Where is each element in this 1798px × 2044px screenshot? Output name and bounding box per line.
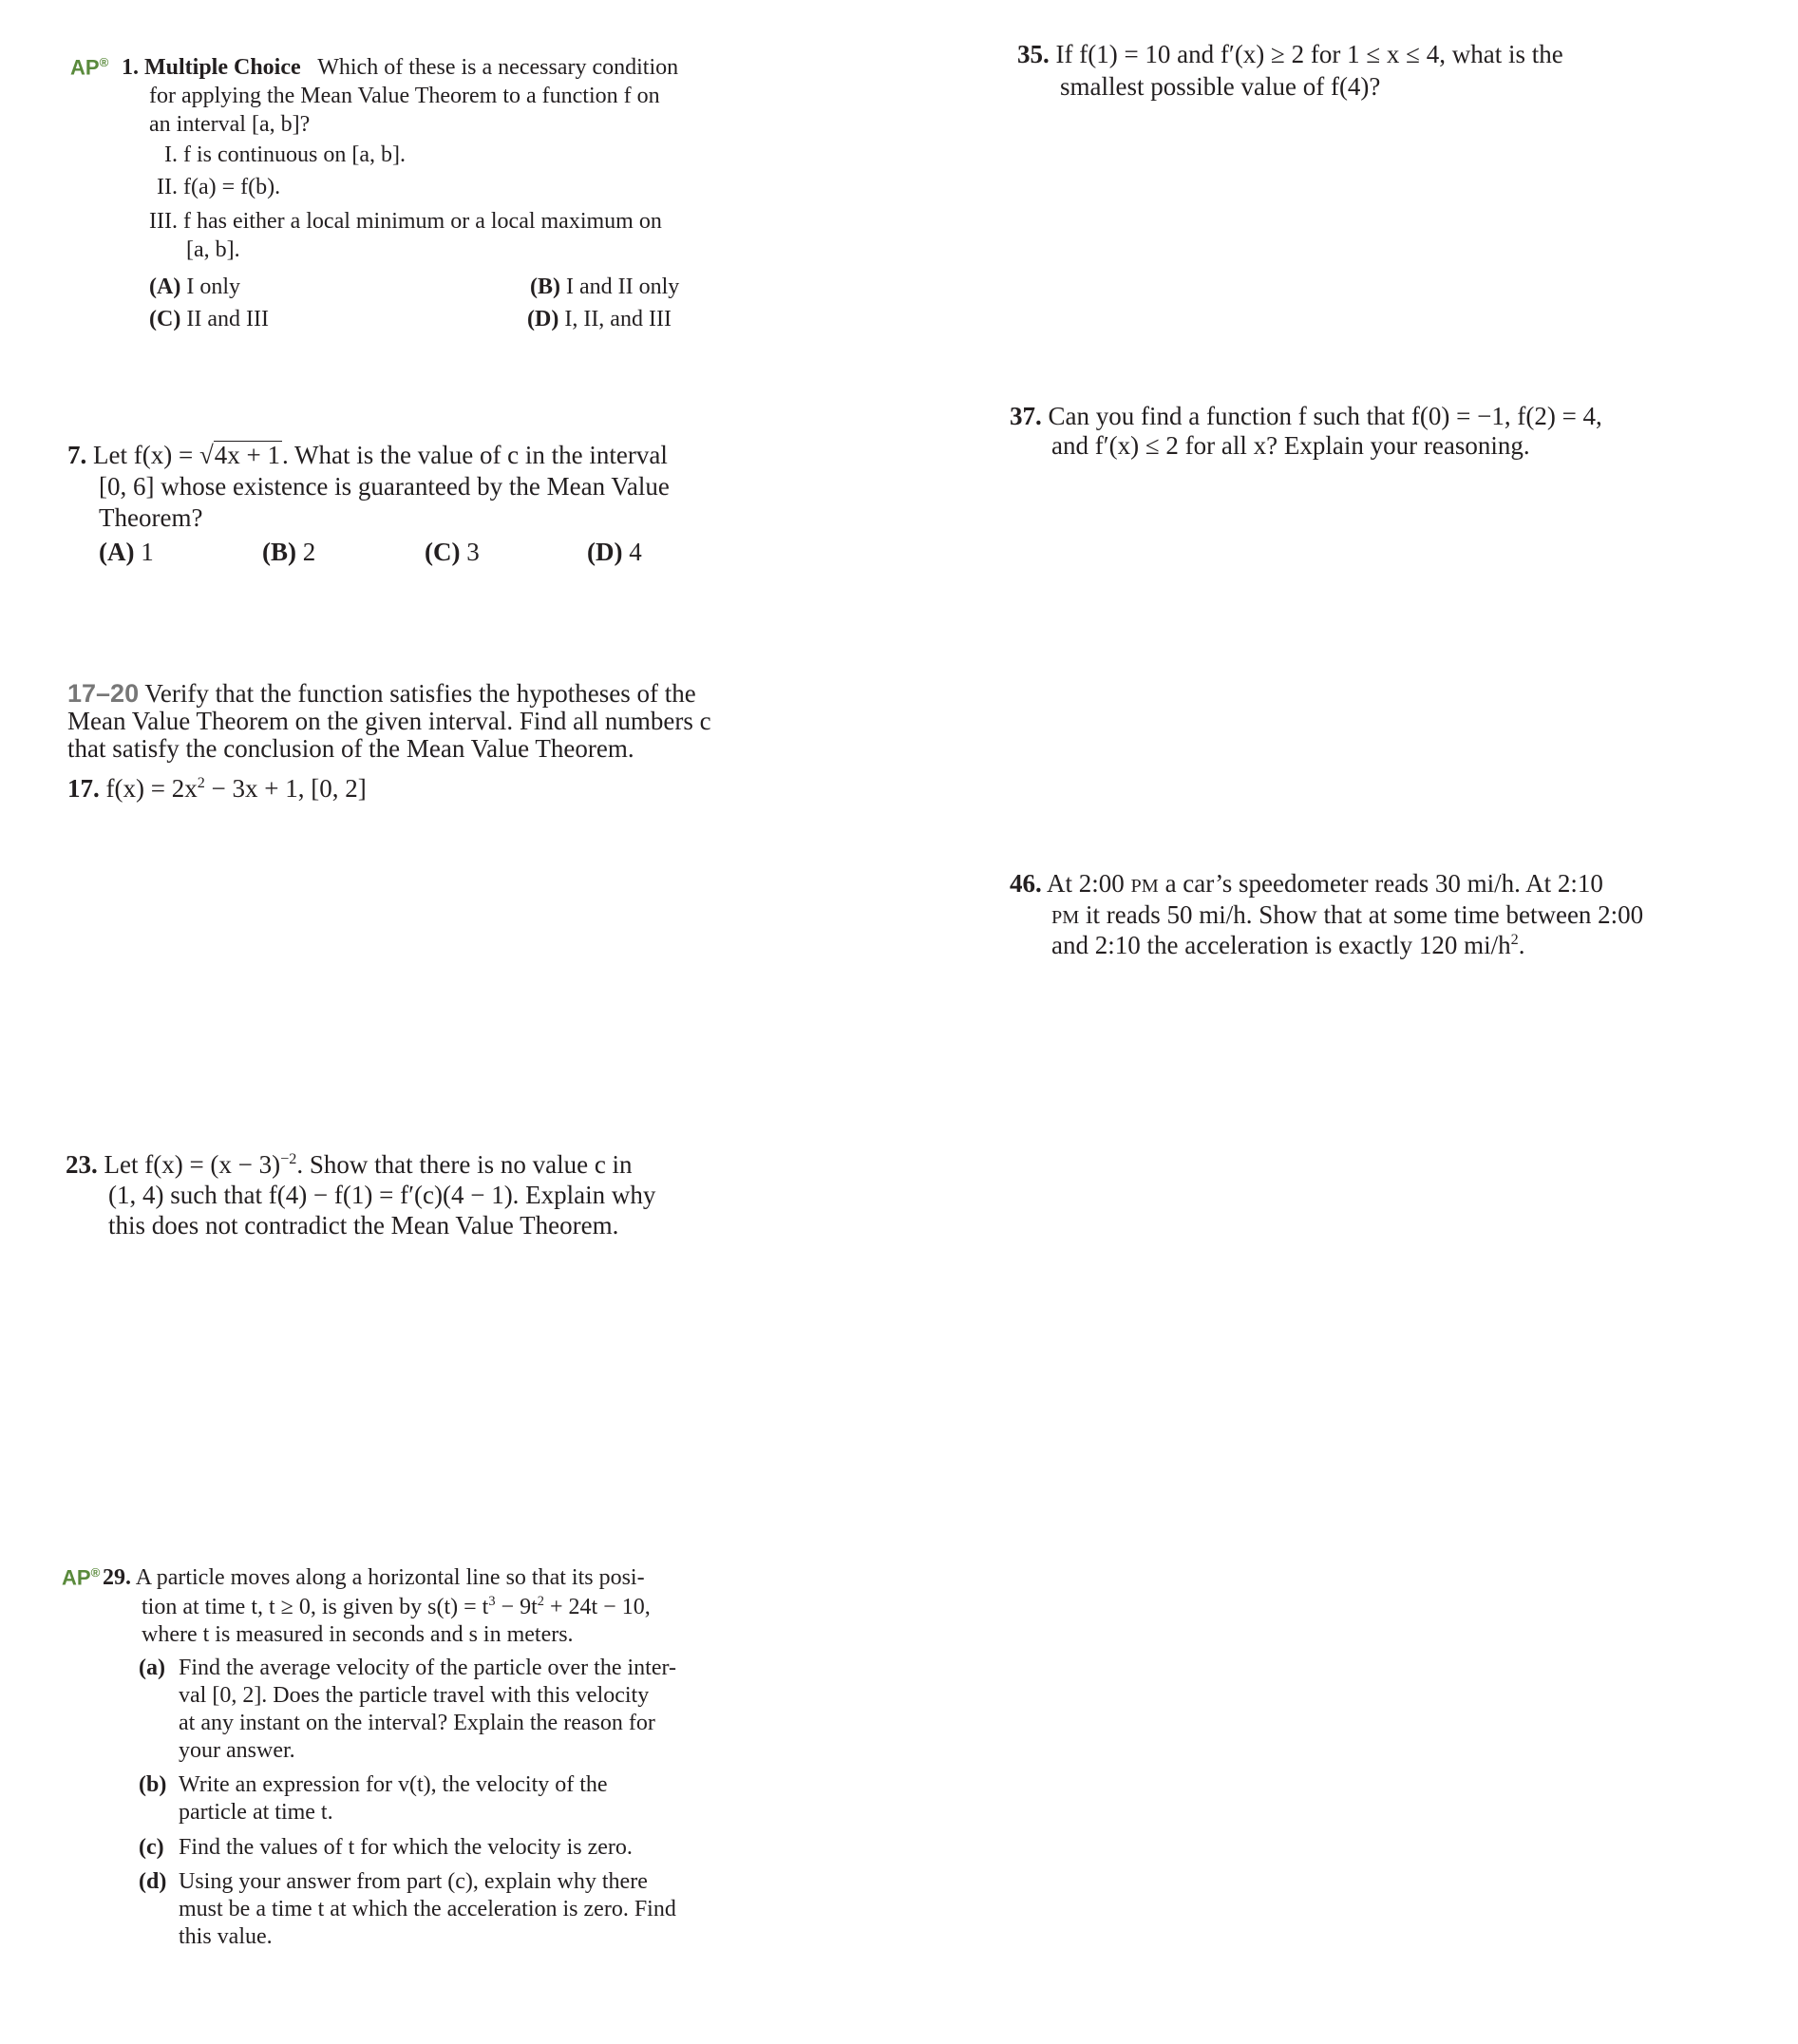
condition-ii: II. f(a) = f(b). xyxy=(157,175,281,199)
question-1-stem-line-2: for applying the Mean Value Theorem to a function f on xyxy=(149,84,660,108)
question-29-line-1: 29. A particle moves along a horizontal line so that its posi- xyxy=(103,1565,645,1590)
question-23-line-2: (1, 4) such that f(4) − f(1) = f′(c)(4 − 1). Explain why xyxy=(108,1181,656,1209)
question-37-line-2: and f′(x) ≤ 2 for all x? Explain your reasoning. xyxy=(1051,431,1530,460)
section-instructions-line-3: that satisfy the conclusion of the Mean Value Theorem. xyxy=(67,734,634,763)
question-17: 17. $f(x) = 2x^2 - 3x + 1$, [0, 2] xyxy=(67,774,367,803)
section-instructions-line-1: 17–20 Verify that the function satisfies the hypotheses of the xyxy=(67,679,696,708)
choice-c: (C) 3 xyxy=(425,538,480,566)
condition-i: I. f is continuous on [a, b]. xyxy=(164,142,406,167)
choice-b: (B) 2 xyxy=(262,538,316,566)
sqrt-radicand: 4x + 1 xyxy=(214,441,280,469)
part-c-line-1: Find the values of t for which the velocity is zero. xyxy=(179,1835,633,1860)
ap-badge: AP® xyxy=(70,55,109,80)
part-d-label: (d) xyxy=(139,1869,167,1894)
part-a-label: (a) xyxy=(139,1656,165,1680)
question-46-line-1: 46. At 2:00 PM a car’s speedometer reads 30 mi/h. At 2:10 xyxy=(1010,869,1603,898)
part-b-label: (b) xyxy=(139,1772,167,1797)
section-instructions-line-2: Mean Value Theorem on the given interval. Find all numbers c xyxy=(67,707,711,735)
question-37-line-1: 37. Can you find a function f such that f(0) = −1, f(2) = 4, xyxy=(1010,402,1602,430)
ap-badge: AP® xyxy=(62,1565,101,1590)
part-a-line-2: val [0, 2]. Does the particle travel with this velocity xyxy=(179,1683,650,1708)
question-35-line-1: 35. If f(1) = 10 and f′(x) ≥ 2 for 1 ≤ x ≤ 4, what is the xyxy=(1017,40,1563,68)
question-29-line-3: where t is measured in seconds and s in meters. xyxy=(142,1622,574,1647)
question-number: 1. xyxy=(122,55,139,80)
question-23-line-1: 23. Let $f(x) = (x - 3)^{-2}$. Show that there is no value c in xyxy=(66,1150,633,1179)
part-c-label: (c) xyxy=(139,1835,164,1860)
question-7-line-1: 7. Let f(x) = √4x + 1. What is the value of c in the interval xyxy=(67,441,668,469)
part-a-line-4: your answer. xyxy=(179,1738,295,1763)
question-23-line-3: this does not contradict the Mean Value Theorem. xyxy=(108,1211,619,1240)
question-29-line-2: tion at time t, t ≥ 0, is given by $s(t) = t^3 - 9t^2 + 24t - 10$, xyxy=(142,1594,651,1619)
part-d-line-3: this value. xyxy=(179,1924,273,1949)
part-b-line-1: Write an expression for v(t), the velocity of the xyxy=(179,1772,608,1797)
question-1-stem-line-1: 1. Multiple Choice Which of these is a necessary condition xyxy=(122,55,679,80)
choice-d: (D) 4 xyxy=(587,538,642,566)
section-range-label: 17–20 xyxy=(67,679,140,708)
condition-iii: III. f has either a local minimum or a local maximum on xyxy=(149,209,662,234)
choice-d: (D) I, II, and III xyxy=(527,307,672,331)
part-d-line-1: Using your answer from part (c), explain why there xyxy=(179,1869,648,1894)
question-7-line-3: Theorem? xyxy=(99,503,203,532)
question-46-line-3: and 2:10 the acceleration is exactly 120 $mi/h^2$. xyxy=(1051,931,1525,959)
choice-b: (B) I and II only xyxy=(530,274,680,299)
question-7-line-2: [0, 6] whose existence is guaranteed by the Mean Value xyxy=(99,472,670,501)
question-1-stem-line-3: an interval [a, b]? xyxy=(149,112,311,137)
part-d-line-2: must be a time t at which the acceleration is zero. Find xyxy=(179,1897,676,1921)
part-a-line-1: Find the average velocity of the particle over the inter- xyxy=(179,1656,676,1680)
part-b-line-2: particle at time t. xyxy=(179,1800,333,1825)
question-35-line-2: smallest possible value of f(4)? xyxy=(1060,72,1381,101)
part-a-line-3: at any instant on the interval? Explain the reason for xyxy=(179,1711,655,1735)
condition-iii-continued: [a, b]. xyxy=(186,237,240,262)
question-46-line-2: PM it reads 50 mi/h. Show that at some time between 2:00 xyxy=(1051,900,1644,929)
choice-c: (C) II and III xyxy=(149,307,269,331)
question-type-label: Multiple Choice xyxy=(144,55,301,80)
choice-a: (A) 1 xyxy=(99,538,154,566)
choice-a: (A) I only xyxy=(149,274,240,299)
